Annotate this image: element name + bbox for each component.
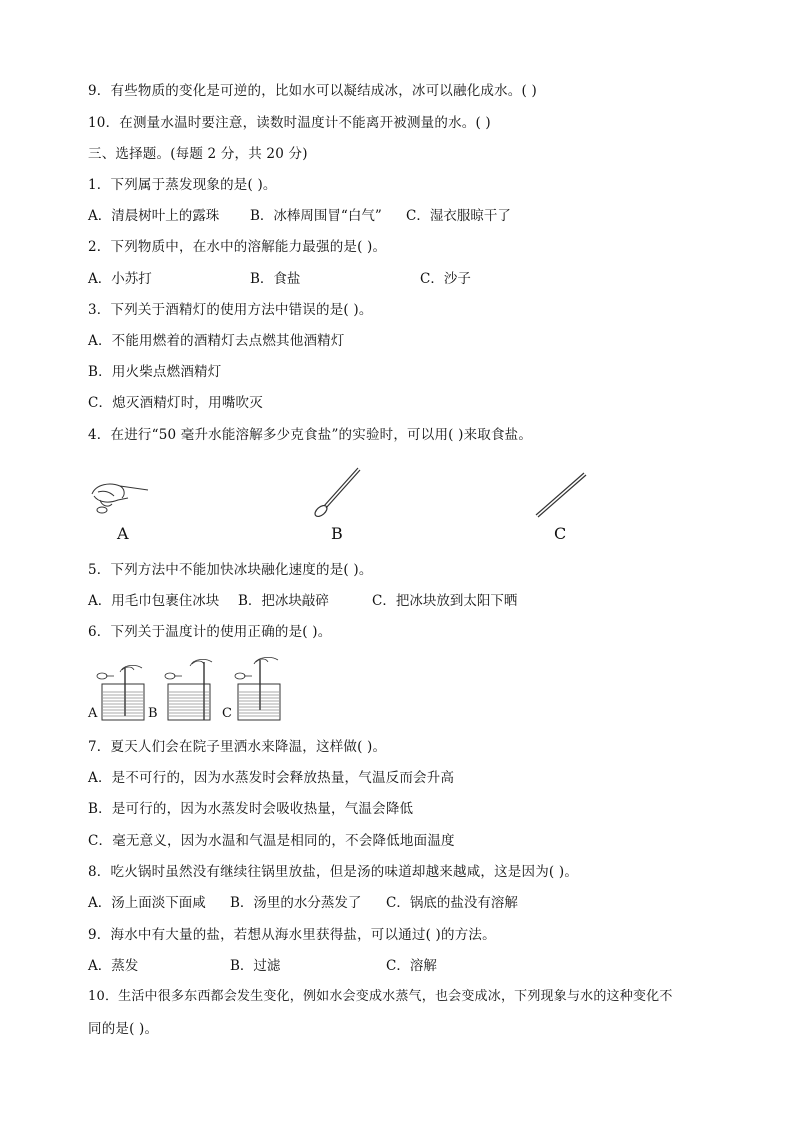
question-7-option-c: C．毫无意义，因为水温和气温是相同的，不会降低地面温度 — [88, 833, 455, 849]
question-4-label-b: B — [331, 524, 343, 543]
question-6-label-a: A — [88, 706, 98, 721]
question-4-stem: 4．在进行“50 毫升水能溶解多少克食盐”的实验时，可以用( )来取食盐。 — [88, 427, 533, 443]
thermometer-beaker-b-illustration — [160, 654, 218, 722]
question-8-option-a: A．汤上面淡下面咸 — [88, 895, 206, 911]
judge-item-9: 9．有些物质的变化是可逆的，比如水可以凝结成冰，冰可以融化成水。( ) — [88, 83, 537, 99]
question-1-stem: 1．下列属于蒸发现象的是( )。 — [88, 177, 277, 193]
question-10-stem-line2: 同的是( )。 — [88, 1021, 159, 1037]
thermometer-beaker-c-illustration — [230, 654, 288, 722]
question-2-stem: 2．下列物质中，在水中的溶解能力最强的是( )。 — [88, 239, 387, 255]
question-1-option-b: B．冰棒周围冒“白气” — [250, 208, 382, 224]
question-6-label-b: B — [148, 706, 158, 721]
question-8-option-b: B．汤里的水分蒸发了 — [230, 895, 362, 911]
question-5-stem: 5．下列方法中不能加快冰块融化速度的是( )。 — [88, 562, 373, 578]
medicine-spoon-illustration — [310, 464, 370, 520]
question-9-stem: 9．海水中有大量的盐，若想从海水里获得盐，可以通过( )的方法。 — [88, 927, 496, 943]
question-3-stem: 3．下列关于酒精灯的使用方法中错误的是( )。 — [88, 302, 373, 318]
question-8-option-c: C．锅底的盐没有溶解 — [386, 895, 518, 911]
question-9-option-a: A．蒸发 — [88, 958, 139, 974]
question-3-option-c: C．熄灭酒精灯时，用嘴吹灭 — [88, 395, 263, 411]
question-7-stem: 7．夏天人们会在院子里洒水来降温，这样做( )。 — [88, 739, 387, 755]
thermometer-beaker-a-illustration — [92, 654, 150, 722]
pinch-fingers-illustration — [88, 470, 158, 518]
glass-rod-illustration — [530, 470, 590, 520]
judge-item-10: 10．在测量水温时要注意，读数时温度计不能离开被测量的水。( ) — [88, 115, 491, 131]
question-9-option-b: B．过滤 — [230, 958, 281, 974]
question-2-option-b: B．食盐 — [250, 271, 301, 287]
question-4-label-c: C — [554, 524, 567, 543]
question-5-option-c: C．把冰块放到太阳下晒 — [372, 593, 518, 609]
question-5-option-a: A．用毛巾包裹住冰块 — [88, 593, 220, 609]
question-1-option-c: C．湿衣服晾干了 — [406, 208, 511, 224]
question-3-option-b: B．用火柴点燃酒精灯 — [88, 364, 222, 380]
question-6-stem: 6．下列关于温度计的使用正确的是( )。 — [88, 624, 332, 640]
question-2-option-a: A．小苏打 — [88, 271, 152, 287]
question-4-label-a: A — [117, 524, 129, 543]
section-title: 三、选择题。(每题 2 分，共 20 分) — [88, 146, 308, 162]
question-6-label-c: C — [222, 706, 232, 721]
question-1-option-a: A．清晨树叶上的露珠 — [88, 208, 220, 224]
question-2-option-c: C．沙子 — [420, 271, 471, 287]
question-10-stem-line1: 10．生活中很多东西都会发生变化，例如水会变成水蒸气，也会变成冰，下列现象与水的这种变化不 — [88, 989, 673, 1004]
question-3-option-a: A．不能用燃着的酒精灯去点燃其他酒精灯 — [88, 333, 345, 349]
question-9-option-c: C．溶解 — [386, 958, 437, 974]
question-5-option-b: B．把冰块敲碎 — [238, 593, 329, 609]
question-7-option-a: A．是不可行的，因为水蒸发时会释放热量，气温反而会升高 — [88, 770, 455, 786]
question-7-option-b: B．是可行的，因为水蒸发时会吸收热量，气温会降低 — [88, 801, 414, 817]
question-8-stem: 8．吃火锅时虽然没有继续往锅里放盐，但是汤的味道却越来越咸，这是因为( )。 — [88, 864, 579, 880]
